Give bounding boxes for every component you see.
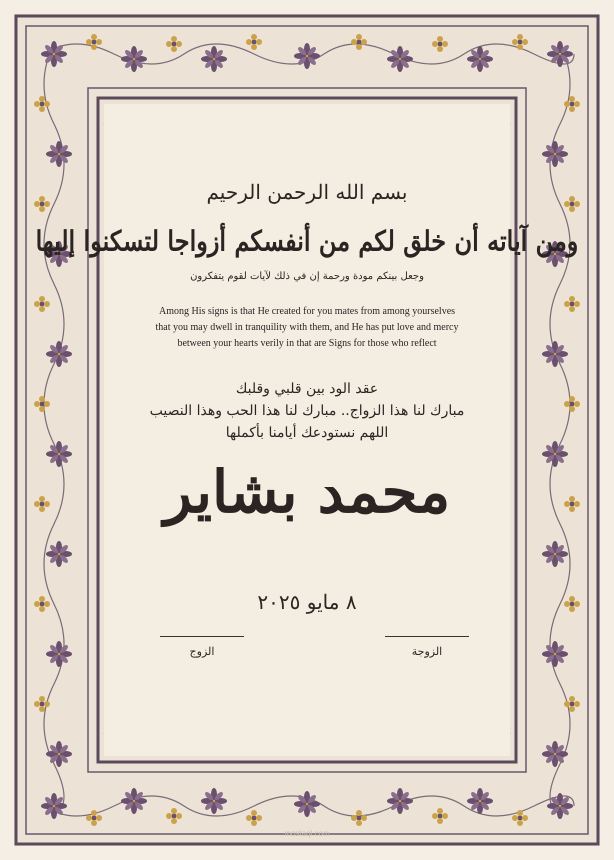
wife-label: الزوجة bbox=[411, 645, 443, 658]
couple-names: محمد بشاير bbox=[163, 458, 451, 526]
verse-continuation: وجعل بينكم مودة ورحمة إن في ذلك لآيات لقوم يتفكرون bbox=[190, 271, 424, 282]
wedding-date: ٨ مايو ٢٠٢٥ bbox=[257, 590, 357, 614]
verse-calligraphy: ومن آياته أن خلق لكم من أنفسكم أزواجا لتسكنوا إليها bbox=[35, 223, 579, 258]
poem-line: مبارك لنا هذا الزواج.. مبارك لنا هذا الحب وهذا النصيب bbox=[149, 403, 465, 419]
english-line: between your hearts verily in that are Signs for those who reflect bbox=[177, 338, 437, 349]
poem bbox=[0, 378, 614, 444]
english-translation bbox=[0, 304, 614, 352]
poem-line: اللهم نستودعك أيامنا بأكملها bbox=[225, 425, 389, 441]
basmala: بسم الله الرحمن الرحيم bbox=[206, 180, 408, 204]
husband-label: الزوج bbox=[189, 645, 215, 658]
english-line: that you may dwell in tranquility with them, and He has put love and mercy bbox=[155, 322, 459, 333]
english-line: Among His signs is that He created for you mates from among yourselves bbox=[158, 306, 456, 317]
watermark: mostaql.com bbox=[284, 829, 330, 838]
husband-signature-line bbox=[160, 636, 244, 637]
poem-line: عقد الود بين قلبي وقلبك bbox=[235, 381, 379, 397]
wife-signature-line bbox=[385, 636, 469, 637]
